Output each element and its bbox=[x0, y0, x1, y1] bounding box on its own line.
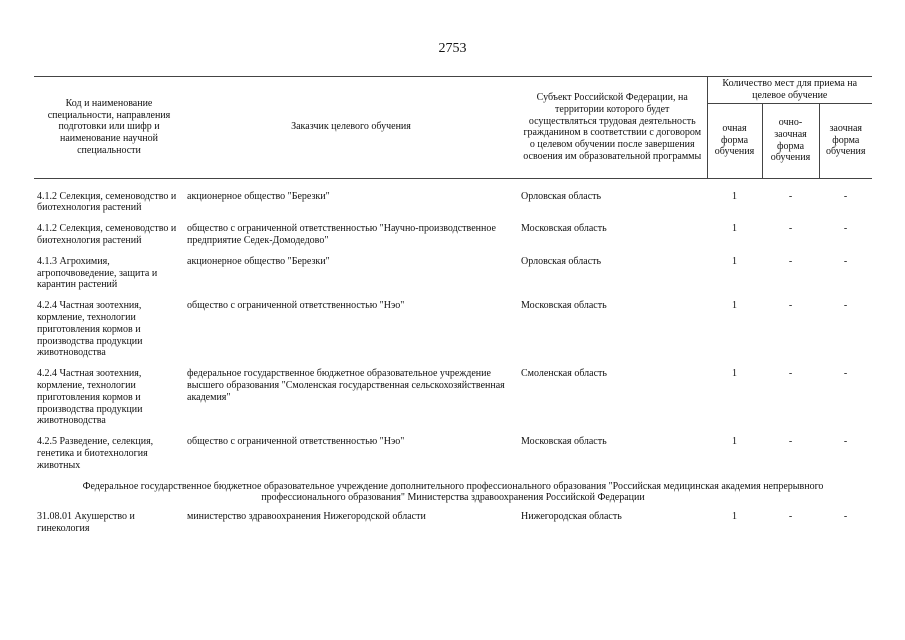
cell-specialty: 31.08.01 Акушерство и гинекология bbox=[37, 511, 135, 534]
admission-table bbox=[34, 76, 872, 544]
cell-specialty: 4.2.4 Частная зоотехния, кормление, технологии приготовления кормов и производства продукции животноводства bbox=[37, 368, 143, 427]
header-full-time: очная форма обучения bbox=[707, 103, 762, 178]
cell-customer: общество с ограниченной ответственностью "Нэо" bbox=[187, 300, 405, 312]
section-organization: Федеральное государственное бюджетное образовательное учреждение дополнительного профессионального образования "Российская медицинская академия непрерывного профессионального образования" Министерства здравоохранения Российской Федерации bbox=[82, 480, 824, 504]
cell-part-time: - bbox=[788, 436, 793, 448]
cell-specialty: 4.2.5 Разведение, селекция, генетика и биотехнология животных bbox=[37, 436, 154, 471]
cell-customer: акционерное общество "Березки" bbox=[187, 190, 330, 202]
cell-region: Орловская область bbox=[521, 255, 602, 267]
cell-correspondence: - bbox=[843, 190, 848, 202]
cell-part-time: - bbox=[788, 300, 793, 312]
table-row bbox=[34, 300, 872, 368]
cell-part-time: - bbox=[788, 223, 793, 235]
header-correspondence: заочная форма обучения bbox=[819, 103, 872, 178]
cell-correspondence: - bbox=[843, 223, 848, 235]
cell-region: Московская область bbox=[521, 436, 607, 448]
cell-correspondence: - bbox=[843, 368, 848, 380]
cell-specialty: 4.2.4 Частная зоотехния, кормление, технологии приготовления кормов и производства продукции животноводства bbox=[37, 300, 143, 359]
cell-region: Нижегородская область bbox=[521, 511, 622, 523]
header-code-name: Код и наименование специальности, направления подготовки или шифр и наименование научной специальности bbox=[34, 77, 184, 179]
header-subject: Субъект Российской Федерации, на территории которого будет осуществляться трудовая деятельность гражданином в соответствии с договором о целевом обучении после завершения освоения им образовательной программы bbox=[518, 77, 707, 179]
cell-specialty: 4.1.2 Селекция, семеноводство и биотехнология растений bbox=[37, 223, 177, 246]
cell-full-time: 1 bbox=[732, 300, 737, 312]
cell-full-time: 1 bbox=[732, 255, 737, 267]
cell-full-time: 1 bbox=[732, 511, 737, 523]
cell-correspondence: - bbox=[843, 436, 848, 448]
cell-full-time: 1 bbox=[732, 368, 737, 380]
cell-customer: министерство здравоохранения Нижегородской области bbox=[187, 511, 426, 523]
cell-customer: акционерное общество "Березки" bbox=[187, 255, 330, 267]
header-quantity-group: Количество мест для приема на целевое обучение bbox=[707, 77, 872, 104]
table-row bbox=[34, 256, 872, 300]
cell-customer: федеральное государственное бюджетное образовательное учреждение высшего образования "Смоленская государственная сельскохозяйственная академия" bbox=[187, 368, 505, 403]
cell-specialty: 4.1.2 Селекция, семеноводство и биотехнология растений bbox=[37, 190, 177, 214]
cell-region: Московская область bbox=[521, 223, 607, 235]
cell-region: Московская область bbox=[521, 300, 607, 312]
cell-correspondence: - bbox=[843, 255, 848, 267]
cell-customer: общество с ограниченной ответственностью "Научно-производственное предприятие Седек-Домодедово" bbox=[187, 223, 496, 246]
cell-customer: общество с ограниченной ответственностью "Нэо" bbox=[187, 436, 405, 448]
table-row bbox=[34, 223, 872, 256]
cell-part-time: - bbox=[788, 190, 793, 202]
cell-full-time: 1 bbox=[732, 223, 737, 235]
cell-correspondence: - bbox=[843, 300, 848, 312]
cell-part-time: - bbox=[788, 255, 793, 267]
cell-region: Смоленская область bbox=[521, 368, 607, 380]
cell-part-time: - bbox=[788, 368, 793, 380]
cell-full-time: 1 bbox=[732, 190, 737, 202]
cell-specialty: 4.1.3 Агрохимия, агропочвоведение, защита и карантин растений bbox=[37, 255, 158, 291]
table-row bbox=[34, 191, 872, 224]
table-row bbox=[34, 368, 872, 436]
header-part-time: очно-заочная форма обучения bbox=[762, 103, 819, 178]
cell-region: Орловская область bbox=[521, 190, 602, 202]
table-row bbox=[34, 436, 872, 480]
cell-correspondence: - bbox=[843, 511, 848, 523]
cell-full-time: 1 bbox=[732, 436, 737, 448]
page-number: 2753 bbox=[438, 41, 467, 56]
cell-part-time: - bbox=[788, 511, 793, 523]
table-row bbox=[34, 511, 872, 544]
header-customer: Заказчик целевого обучения bbox=[184, 77, 518, 179]
section-row bbox=[34, 481, 872, 512]
